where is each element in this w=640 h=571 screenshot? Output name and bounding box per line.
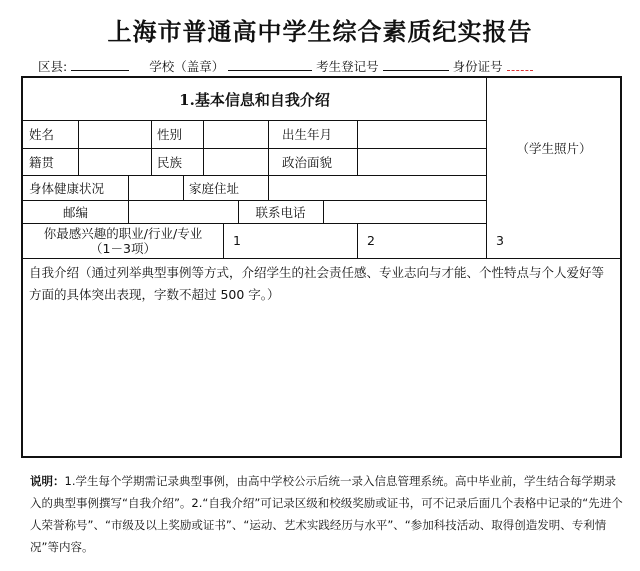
school-blank[interactable] bbox=[228, 58, 312, 71]
native-place-field[interactable] bbox=[78, 148, 151, 175]
report-title: 上海市普通高中学生综合素质纪实报告 bbox=[107, 17, 533, 46]
notes-section bbox=[30, 470, 624, 558]
info-form-table bbox=[21, 76, 622, 458]
health-field[interactable] bbox=[128, 175, 183, 200]
interest-option-2[interactable]: 2 bbox=[367, 233, 375, 248]
birth-field[interactable] bbox=[357, 120, 486, 148]
ethnicity-label: 民族 bbox=[157, 154, 183, 170]
political-label: 政治面貌 bbox=[282, 154, 333, 170]
interest-label bbox=[23, 223, 223, 258]
gender-field[interactable] bbox=[203, 120, 268, 148]
phone-label: 联系电话 bbox=[255, 204, 306, 220]
notes-lead: 说明： bbox=[30, 474, 65, 488]
name-label: 姓名 bbox=[29, 127, 55, 142]
address-label: 家庭住址 bbox=[189, 180, 240, 196]
district-blank[interactable] bbox=[71, 58, 129, 71]
notes-text: 1.学生每个学期需记录典型事例，由高中学校公示后统一录入信息管理系统。高中毕业前，学生结合每学期录入的典型事例撰写“自我介绍”。2.“自我介绍”可记录区级和校级奖励或证书，可不记录后面几个表格中记录的“先进个人荣誉称号”、“市级及以上奖励或证书”、“运动、艺术实践经历与水平”、“参加科技活动、取得创造发明、专利情况”等内容。 bbox=[30, 474, 623, 554]
interest-option-3[interactable]: 3 bbox=[496, 233, 504, 248]
district-label: 区县: bbox=[38, 59, 68, 74]
ethnicity-field[interactable] bbox=[203, 148, 268, 175]
gender-label: 性别 bbox=[157, 127, 183, 142]
school-label: 学校（盖章） bbox=[149, 59, 225, 74]
self-intro-instructions: 自我介绍（通过列举典型事例等方式，介绍学生的社会责任感、专业志向与才能、个性特点与个人爱好等方面的具体突出表现，字数不超过 500 字。） bbox=[29, 265, 605, 302]
section-title: 1.基本信息和自我介绍 bbox=[179, 90, 330, 109]
exam-no-blank[interactable] bbox=[383, 58, 449, 71]
interest-label-line1: 你最感兴趣的职业/行业/专业 bbox=[43, 225, 203, 241]
address-field[interactable] bbox=[268, 175, 486, 200]
political-field[interactable] bbox=[357, 148, 486, 175]
id-no-blank[interactable] bbox=[507, 58, 533, 71]
id-no-label: 身份证号 bbox=[452, 59, 503, 74]
exam-no-label: 考生登记号 bbox=[316, 59, 379, 74]
interest-label-line2: （1－3项） bbox=[90, 240, 156, 256]
student-photo-placeholder[interactable]: （学生照片） bbox=[516, 141, 592, 156]
name-field[interactable] bbox=[78, 120, 151, 148]
interest-option-1[interactable]: 1 bbox=[233, 233, 241, 248]
postcode-label: 邮编 bbox=[62, 204, 88, 220]
header-fields-row bbox=[38, 57, 628, 75]
self-intro-box[interactable] bbox=[29, 262, 615, 454]
health-label: 身体健康状况 bbox=[29, 180, 105, 196]
birth-label: 出生年月 bbox=[282, 127, 333, 142]
phone-field[interactable] bbox=[323, 200, 486, 223]
native-place-label: 籍贯 bbox=[29, 154, 55, 170]
postcode-field[interactable] bbox=[128, 200, 238, 223]
